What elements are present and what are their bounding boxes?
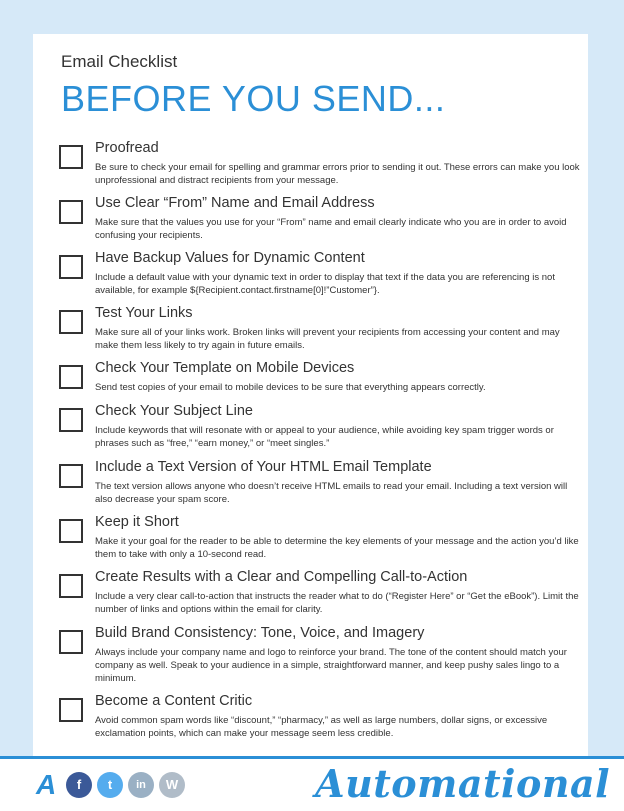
- facebook-icon[interactable]: f: [66, 772, 92, 798]
- item-title: Build Brand Consistency: Tone, Voice, and Imagery: [95, 625, 425, 641]
- footer: [0, 756, 624, 811]
- item-title: Check Your Subject Line: [95, 403, 253, 419]
- checkbox[interactable]: [59, 574, 83, 598]
- item-description: Include keywords that will resonate with or appeal to your audience, while avoiding key spam trigger words or phrases such as “free,” “earn money,” or “meet singles.”: [95, 425, 554, 449]
- item-title: Have Backup Values for Dynamic Content: [95, 250, 365, 266]
- brand-logo[interactable]: Automational: [315, 761, 610, 806]
- checklist-page: [33, 34, 588, 756]
- twitter-icon[interactable]: t: [97, 772, 123, 798]
- item-description: Include a very clear call-to-action that instructs the reader what to do (“Register Here” or “Get the eBook”). Limit the number of links and options within the email for clarity.: [95, 591, 579, 615]
- checkbox[interactable]: [59, 464, 83, 488]
- wordpress-icon[interactable]: W: [159, 772, 185, 798]
- item-description: Send test copies of your email to mobile devices to be sure that everything appears correctly.: [95, 382, 486, 393]
- item-description: Always include your company name and logo to reinforce your brand. The tone of the content should match your company as well. Speak to your audience in a simple, straightforward manner, and keep pushy sales lingo to a minimum.: [95, 647, 567, 684]
- item-description: Make it your goal for the reader to be able to determine the key elements of your message and the action you’d like them to take with only a 10-second read.: [95, 536, 579, 560]
- item-title: Proofread: [95, 140, 159, 156]
- item-title: Become a Content Critic: [95, 693, 253, 709]
- page-title: BEFORE YOU SEND...: [61, 78, 446, 119]
- checkbox[interactable]: [59, 145, 83, 169]
- checkbox[interactable]: [59, 519, 83, 543]
- page-subtitle: Email Checklist: [61, 52, 178, 71]
- checkbox[interactable]: [59, 630, 83, 654]
- item-title: Test Your Links: [95, 305, 193, 321]
- automational-logo-icon[interactable]: A: [36, 769, 57, 800]
- item-title: Create Results with a Clear and Compelling Call-to-Action: [95, 569, 468, 585]
- linkedin-icon[interactable]: in: [128, 772, 154, 798]
- checkbox[interactable]: [59, 365, 83, 389]
- checkbox[interactable]: [59, 200, 83, 224]
- item-title: Use Clear “From” Name and Email Address: [95, 195, 375, 211]
- item-description: Include a default value with your dynamic text in order to display that text if the data you are referencing is not available, for example ${Recipient.contact.firstname[0]!”Customer”}.: [95, 272, 555, 296]
- checkbox[interactable]: [59, 255, 83, 279]
- item-description: The text version allows anyone who doesn’t receive HTML emails to read your email. Including a text version will also decrease your spam score.: [95, 481, 568, 505]
- item-title: Check Your Template on Mobile Devices: [95, 360, 355, 376]
- checkbox[interactable]: [59, 698, 83, 722]
- checkbox[interactable]: [59, 408, 83, 432]
- checkbox[interactable]: [59, 310, 83, 334]
- item-description: Make sure all of your links work. Broken links will prevent your recipients from accessing your content and may make them less likely to try again in future emails.: [95, 327, 560, 351]
- item-title: Keep it Short: [95, 514, 179, 530]
- item-title: Include a Text Version of Your HTML Email Template: [95, 459, 432, 475]
- item-description: Be sure to check your email for spelling and grammar errors prior to sending it out. These errors can make you look unprofessional and distract recipients from your message.: [95, 162, 580, 186]
- item-description: Make sure that the values you use for your “From” name and email clearly indicate who you are in order to avoid confusing your recipients.: [95, 217, 567, 241]
- item-description: Avoid common spam words like “discount,” “pharmacy,” as well as large numbers, dollar signs, or excessive exclamation points, which can make your message seem less credible.: [95, 715, 548, 739]
